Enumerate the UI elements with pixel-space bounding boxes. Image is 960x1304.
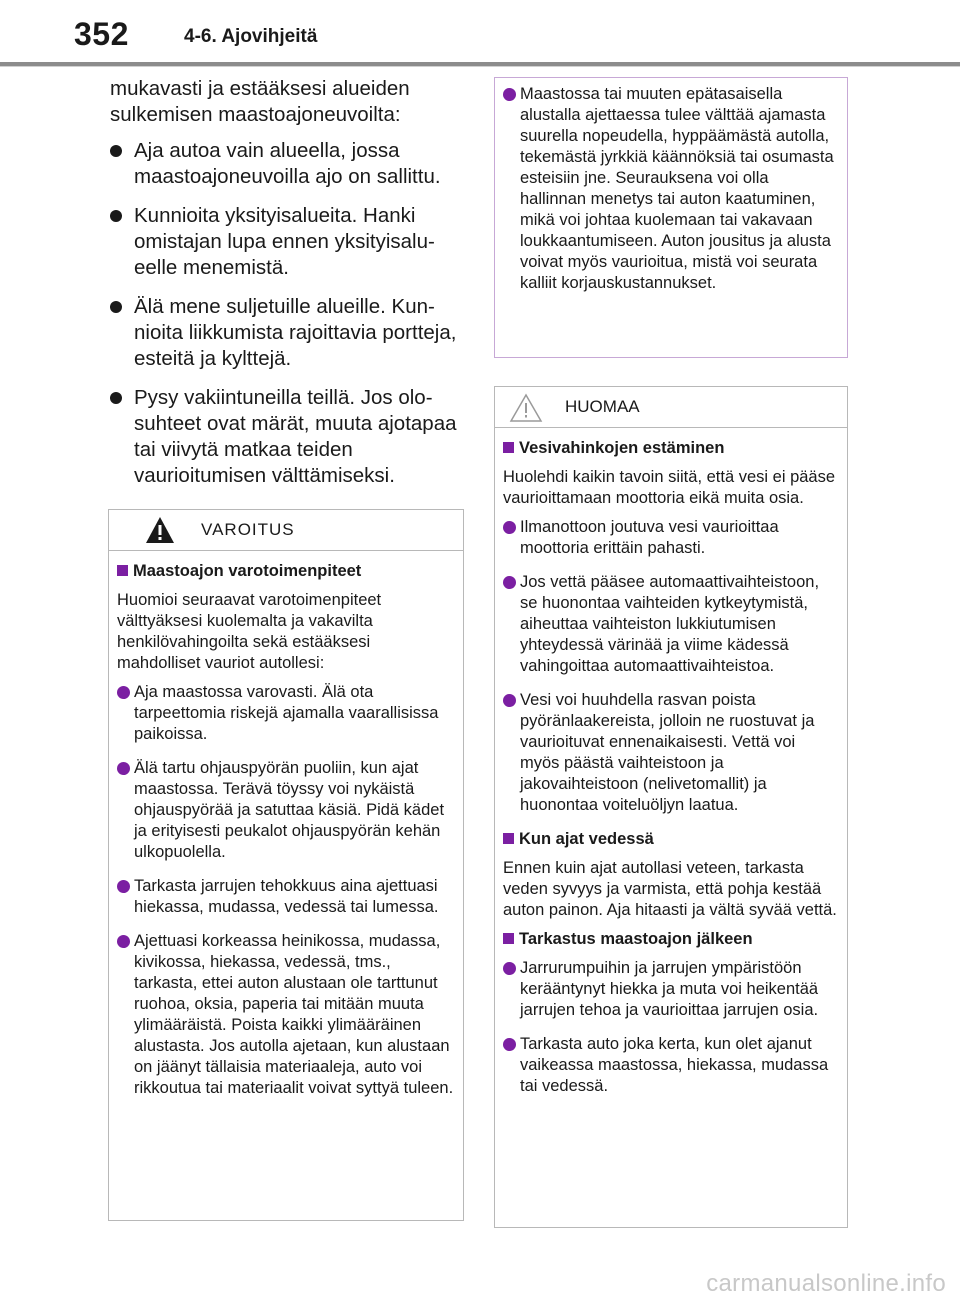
warning-header [109, 510, 463, 551]
warning-title: VAROITUS [201, 520, 295, 539]
warning-icon [145, 516, 175, 544]
list-item: Vesi voi huuhdella rasvan poista pyöränlaakereista, jolloin ne ruostuvat ja vaurioituvat ennenaikaisesti. Vettä voi myös päästä vaihteistoon ja jakovaihteistoon (nelivetomallit) ja huonontaa voiteluöljyn laatua. [503, 690, 839, 816]
subsection-heading [503, 438, 839, 459]
warning-continued-body [495, 78, 847, 294]
section-title: 4-6. Ajovihjeitä [184, 26, 318, 47]
square-bullet-icon [117, 565, 128, 576]
notice-body [495, 428, 847, 1097]
subsection-heading [117, 561, 455, 582]
notice-paragraph: Ennen kuin ajat autollasi veteen, tarkasta veden syvyys ja varmista, että pohja kestää auton painon. Aja hitaasti ja vältä syvää vettä. [503, 859, 837, 919]
caution-icon [509, 393, 543, 423]
subsection-heading-text: Kun ajat vedessä [519, 830, 654, 848]
square-bullet-icon [503, 933, 514, 944]
list-item: Pysy vakiintuneilla teillä. Jos olosuhteet ovat märät, muuta ajotapaa tai viivytä matkaa teiden vaurioitumisen välttämiseksi. [110, 385, 470, 489]
header-rule-thin [0, 66, 960, 67]
warning-box [108, 509, 464, 1221]
list-item: Ilmanottoon joutuva vesi vaurioittaa moottoria erittäin pahasti. [503, 517, 839, 559]
notice-title: HUOMAA [565, 397, 640, 416]
square-bullet-icon [503, 833, 514, 844]
page-header [0, 0, 960, 66]
left-column [110, 70, 470, 502]
list-item: Aja autoa vain alueella, jossa maastoajoneuvoilla ajo on sallittu. [110, 138, 470, 190]
notice-header [495, 387, 847, 428]
list-item: Tarkasta jarrujen tehokkuus aina ajettuasi hiekassa, mudassa, vedessä tai lumessa. [117, 876, 455, 918]
watermark: carmanualsonline.info [706, 1270, 946, 1297]
subsection-heading-text: Vesivahinkojen estäminen [519, 439, 725, 457]
list-item: Jos vettä pääsee automaattivaihteistoon, se huonontaa vaihteiden kytkeytymistä, aiheuttaa vaihteiston lukkiutumisen yhteydessä värinää ja viime kädessä vahingoittaa automaattivaihteistoa. [503, 572, 839, 677]
list-item: Kunnioita yksityisalueita. Hanki omistajan lupa ennen yksityisalueelle menemistä. [110, 203, 470, 281]
square-bullet-icon [503, 442, 514, 453]
list-item: Ajettuasi korkeassa heinikossa, mudassa, kivikossa, hiekassa, vedessä, tms., tarkasta, ettei auton alustaan ole tarttunut ruohoa, oksia, paperia tai mitään muuta ylimääräistä. Poista kaikki ylimääräinen alustasta. Jos autolla ajetaan, kun alustaan on jäänyt tällaisia materiaaleja, auto voi rikkoutua tai materiaalit voivat syttyä tuleen. [117, 931, 455, 1099]
list-item: Maastossa tai muuten epätasaisella alustalla ajettaessa tulee välttää ajamasta suurella nopeudella, hyppäämästä autolla, tekemästä jyrkkiä käännöksiä tai osumasta esteisiin jne. Seurauksena voi olla hallinnan menetys tai auton kaatuminen, mikä voi johtaa kuolemaan tai vakavaan loukkaantumiseen. Auton jousitus ja alusta voivat myös vaurioitua, mistä voi seurata kalliit korjauskustannukset. [503, 84, 839, 294]
list-item: Aja maastossa varovasti. Älä ota tarpeettomia riskejä ajamalla vaarallisissa paikoissa. [117, 682, 455, 745]
subsection-heading [503, 829, 839, 850]
subsection-heading-text: Maastoajon varotoimenpiteet [133, 562, 362, 580]
list-item: Tarkasta auto joka kerta, kun olet ajanut vaikeassa maastossa, hiekassa, mudassa tai vedessä. [503, 1034, 839, 1097]
subsection-heading-text: Tarkastus maastoajon jälkeen [519, 930, 753, 948]
warning-body [109, 551, 463, 1099]
intro-text: mukavasti ja estääksesi alueiden sulkemisen maastoajoneuvoilta: [110, 77, 410, 126]
warning-intro: Huomioi seuraavat varotoimenpiteet välttyäksesi kuolemalta ja vakavilta henkilövahingoilta sekä estääksesi mahdolliset vauriot autollesi: [117, 591, 382, 672]
page-number: 352 [74, 16, 129, 52]
list-item: Jarrurumpuihin ja jarrujen ympäristöön kerääntynyt hiekka ja muta voi heikentää jarrujen tehoa ja vaurioittaa jarrujen osia. [503, 958, 839, 1021]
notice-box [494, 386, 848, 1228]
list-item: Älä tartu ohjauspyörän puoliin, kun ajat maastossa. Terävä töyssy voi nykäistä ohjauspyörää ja satuttaa käsiä. Pidä kädet ja erityisesti peukalot ohjauspyörän kehän ulkopuolella. [117, 758, 455, 863]
warning-continued-box [494, 77, 848, 358]
subsection-heading [503, 929, 839, 950]
notice-intro: Huolehdi kaikin tavoin siitä, että vesi ei pääse vaurioittamaan moottoria eikä muita osia. [503, 468, 836, 507]
list-item: Älä mene suljetuille alueille. Kunnioita liikkumista rajoittavia portteja, esteitä ja kylttejä. [110, 294, 470, 372]
